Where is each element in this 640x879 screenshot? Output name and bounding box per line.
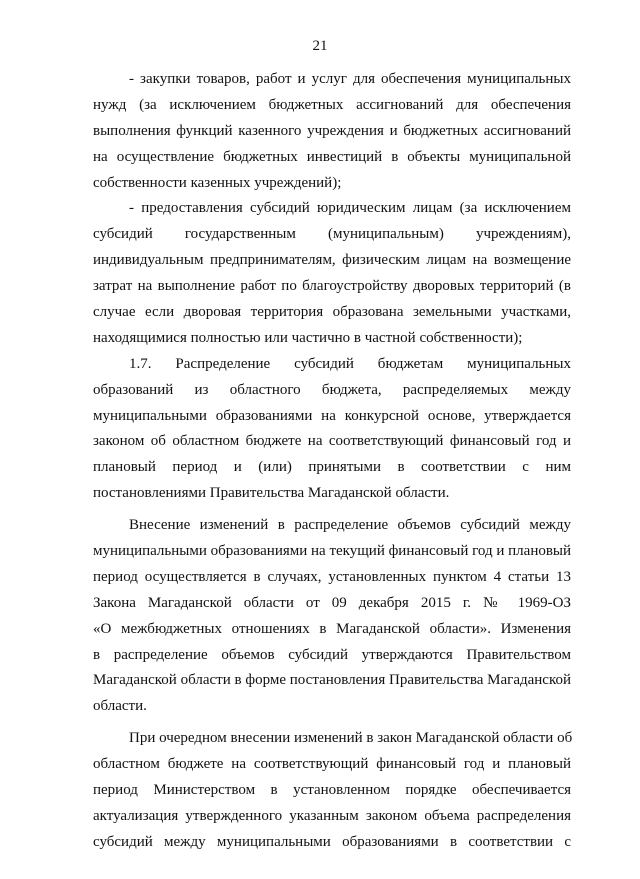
document-body bbox=[93, 67, 571, 856]
text-line: субсидий государственным (муниципальным) учреждениям), bbox=[93, 226, 571, 243]
text-line: - предоставления субсидий юридическим лицам (за исключением bbox=[129, 200, 571, 217]
text-line: актуализация утвержденного указанным законом объема распределения bbox=[93, 807, 571, 824]
text-line: постановлениями Правительства Магаданской области. bbox=[93, 485, 450, 502]
text-line: на осуществление бюджетных инвестиций в объекты муниципальной bbox=[93, 148, 571, 165]
paragraph-section-1-7 bbox=[93, 352, 571, 507]
text-line: находящимися полностью или частично в частной собственности); bbox=[93, 329, 523, 346]
paragraph-budget-update bbox=[93, 726, 571, 855]
text-line: субсидий между муниципальными образованиями в соответствии с bbox=[93, 833, 571, 850]
page-number: 21 bbox=[312, 38, 328, 54]
text-line: плановый период и (или) принятыми в соответствии с ним bbox=[93, 459, 571, 476]
text-line: Внесение изменений в распределение объемов субсидий между bbox=[129, 517, 571, 534]
text-line: Магаданской области в форме постановления Правительства Магаданской bbox=[93, 672, 571, 689]
text-line: «О межбюджетных отношениях в Магаданской области». Изменения bbox=[93, 620, 571, 637]
text-line: При очередном внесении изменений в закон Магаданской области об bbox=[129, 730, 573, 747]
text-line: период осуществляется в случаях, установленных пунктом 4 статьи 13 bbox=[93, 568, 571, 585]
paragraph-procurement bbox=[93, 67, 571, 196]
text-line: - закупки товаров, работ и услуг для обеспечения муниципальных bbox=[129, 71, 571, 87]
text-line: выполнения функций казенного учреждения и бюджетных ассигнований bbox=[93, 122, 571, 139]
paragraph-subsidies-provision bbox=[93, 196, 571, 351]
text-line: законом об областном бюджете на соответствующий финансовый год и bbox=[93, 433, 571, 450]
text-line: собственности казенных учреждений); bbox=[93, 174, 342, 191]
text-line: в распределение объемов субсидий утверждаются Правительством bbox=[93, 646, 571, 663]
text-line: нужд (за исключением бюджетных ассигнований для обеспечения bbox=[93, 96, 571, 113]
text-line: случае если дворовая территория образована земельными участками, bbox=[93, 304, 571, 321]
text-line: затрат на выполнение работ по благоустройству дворовых территорий (в bbox=[93, 278, 571, 295]
text-line: муниципальными образованиями на конкурсной основе, утверждается bbox=[93, 407, 571, 424]
text-line: период Министерством в установленном порядке обеспечивается bbox=[93, 782, 571, 799]
paragraph-amendments bbox=[93, 513, 571, 720]
text-line: Закона Магаданской области от 09 декабря 2015 г. № 1969-ОЗ bbox=[93, 594, 571, 611]
text-line: образований из областного бюджета, распределяемых между bbox=[93, 381, 571, 398]
text-line: областном бюджете на соответствующий финансовый год и плановый bbox=[93, 756, 571, 773]
text-line: муниципальными образованиями на текущий финансовый год и плановый bbox=[93, 543, 572, 560]
text-line: 1.7. Распределение субсидий бюджетам муниципальных bbox=[129, 355, 571, 372]
text-line: индивидуальным предпринимателям, физическим лицам на возмещение bbox=[93, 252, 571, 269]
text-line: области. bbox=[93, 698, 147, 715]
